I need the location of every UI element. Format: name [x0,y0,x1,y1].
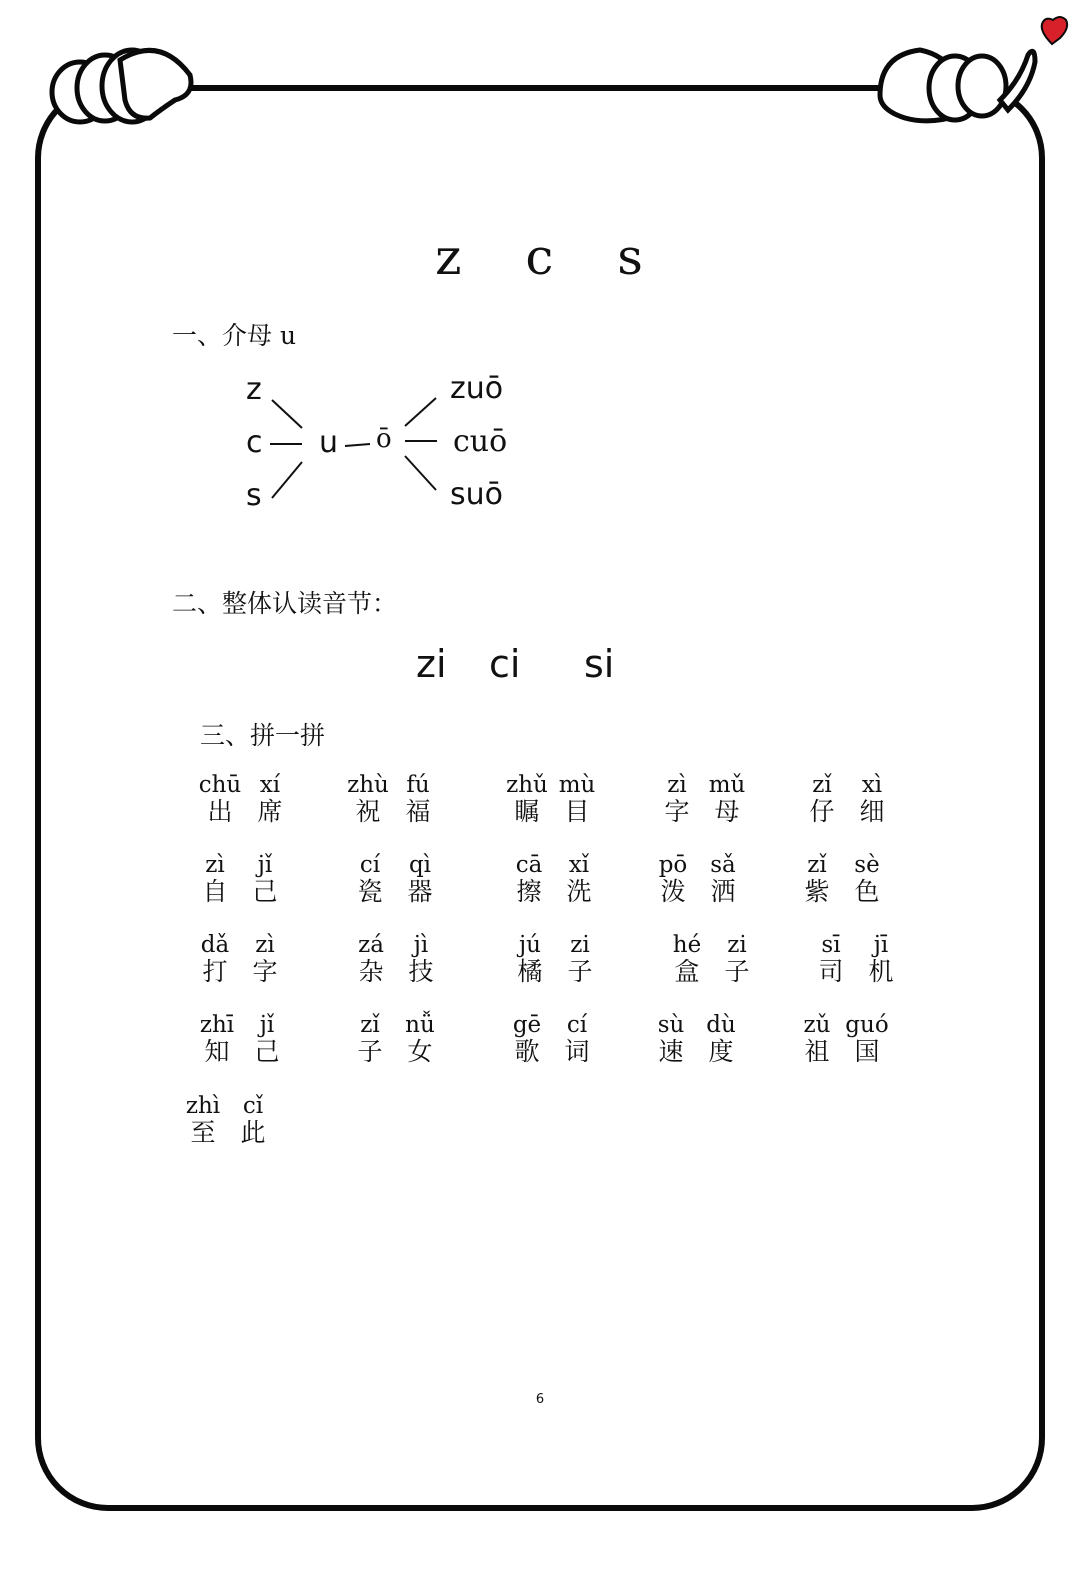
pinyin: zi [727,932,747,958]
hanzi: 己 [254,1037,280,1066]
result-suo: suō [450,477,503,512]
pinyin: zǔ [803,1012,831,1038]
word-card [648,854,778,904]
hanzi: 子 [724,957,750,986]
pinyin: zhù [347,772,389,798]
hanzi: 洗 [566,877,592,906]
hanzi: 席 [257,797,283,826]
hanzi: 机 [868,957,894,986]
result-zuo: zuō [450,371,504,406]
pinyin: zì [255,932,275,958]
pinyin: jú [519,932,541,958]
word-card [192,1014,322,1064]
word-card [797,774,927,824]
pinyin: cí [359,852,381,878]
pinyin: hé [672,932,702,958]
pinyin: xǐ [568,852,590,878]
pinyin: qì [408,852,432,878]
word-card [652,774,782,824]
pinyin: dǎ [200,932,230,958]
pinyin: cǐ [242,1093,264,1119]
hanzi: 福 [405,797,431,826]
pinyin: jǐ [257,852,273,878]
syllable: si [584,642,615,686]
hanzi: 速 [658,1037,684,1066]
hanzi: 洒 [710,877,736,906]
hanzi: 母 [714,797,740,826]
pinyin: fú [406,772,430,798]
hanzi: 子 [357,1037,383,1066]
pinyin: zhī [199,1012,235,1038]
word-card [190,854,320,904]
hanzi: 紫 [804,877,830,906]
pinyin: cí [566,1012,588,1038]
hanzi: 己 [252,877,278,906]
pinyin: chū [198,772,242,798]
word-card [505,934,635,984]
word-card [502,774,632,824]
hanzi: 女 [407,1037,433,1066]
pinyin: mù [558,772,596,798]
pinyin: mǔ [708,772,746,798]
hanzi: 此 [240,1118,266,1147]
hanzi: 祖 [804,1037,830,1066]
word-card [792,1014,922,1064]
hanzi: 歌 [514,1037,540,1066]
hanzi: 泼 [660,877,686,906]
word-card [178,1095,308,1145]
hanzi: 目 [564,797,590,826]
section3-heading: 三、拼一拼 [200,721,326,750]
pinyin: zì [667,772,687,798]
syllable: zi [416,642,447,686]
title-letter: c [525,228,556,286]
pinyin: zǐ [360,1012,380,1038]
pinyin: zhǔ [506,772,548,798]
pinyin: zi [570,932,590,958]
result-cuo: cuō [453,424,508,459]
pinyin: sè [854,852,880,878]
pinyin: sù [657,1012,685,1038]
pinyin: jǐ [259,1012,275,1038]
pinyin: guó [845,1012,889,1038]
pinyin: xí [259,772,281,798]
title-letter: z [435,228,464,286]
pinyin: sǎ [710,852,736,878]
pinyin: zì [205,852,225,878]
hanzi: 色 [854,877,880,906]
hanzi: 字 [664,797,690,826]
hanzi: 瞩 [514,797,540,826]
hanzi: 瓷 [357,877,383,906]
hanzi: 打 [202,957,228,986]
pinyin: zǐ [812,772,832,798]
hanzi: 盒 [674,957,700,986]
word-card [346,934,476,984]
hanzi: 擦 [516,877,542,906]
initial-z: z [246,372,262,407]
pinyin: jì [413,932,429,958]
hanzi: 技 [408,957,434,986]
word-card [190,934,320,984]
word-card [502,1014,632,1064]
word-card [792,854,922,904]
pinyin: zǐ [807,852,827,878]
pinyin: zá [358,932,384,958]
page-number: 6 [535,1392,545,1407]
hanzi: 国 [854,1037,880,1066]
pinyin: sī [821,932,841,958]
word-card [195,774,325,824]
pinyin: nǚ [405,1012,435,1038]
hanzi: 子 [567,957,593,986]
word-card [646,1014,776,1064]
pinyin: zhì [185,1093,221,1119]
initial-s: s [246,478,262,513]
section1-heading: 一、介母 u [172,321,297,350]
hanzi: 司 [818,957,844,986]
pinyin: dù [706,1012,736,1038]
pinyin: gē [512,1012,542,1038]
hanzi: 字 [252,957,278,986]
hanzi: 杂 [358,957,384,986]
pinyin: cā [515,852,543,878]
section2-heading: 二、整体认读音节： [172,589,398,618]
word-card [345,854,475,904]
word-card [504,854,634,904]
hanzi: 知 [204,1037,230,1066]
hanzi: 橘 [517,957,543,986]
hanzi: 自 [202,877,228,906]
pinyin: pō [658,852,688,878]
hanzi: 出 [207,797,233,826]
pinyin: jī [873,932,889,958]
word-card [806,934,936,984]
pinyin-combination-diagram [0,0,1080,600]
title-letter: s [617,228,645,286]
hanzi: 至 [190,1118,216,1147]
hanzi: 器 [407,877,433,906]
pinyin: xì [861,772,883,798]
hanzi: 词 [564,1037,590,1066]
final-o: ō [376,424,392,454]
hanzi: 仔 [809,797,835,826]
hanzi: 祝 [355,797,381,826]
word-card [662,934,792,984]
initial-c: c [246,425,263,460]
hanzi: 度 [708,1037,734,1066]
hanzi: 细 [859,797,885,826]
medial-u: u [319,425,339,460]
syllable: ci [489,642,521,686]
word-card [345,1014,475,1064]
word-card [343,774,473,824]
